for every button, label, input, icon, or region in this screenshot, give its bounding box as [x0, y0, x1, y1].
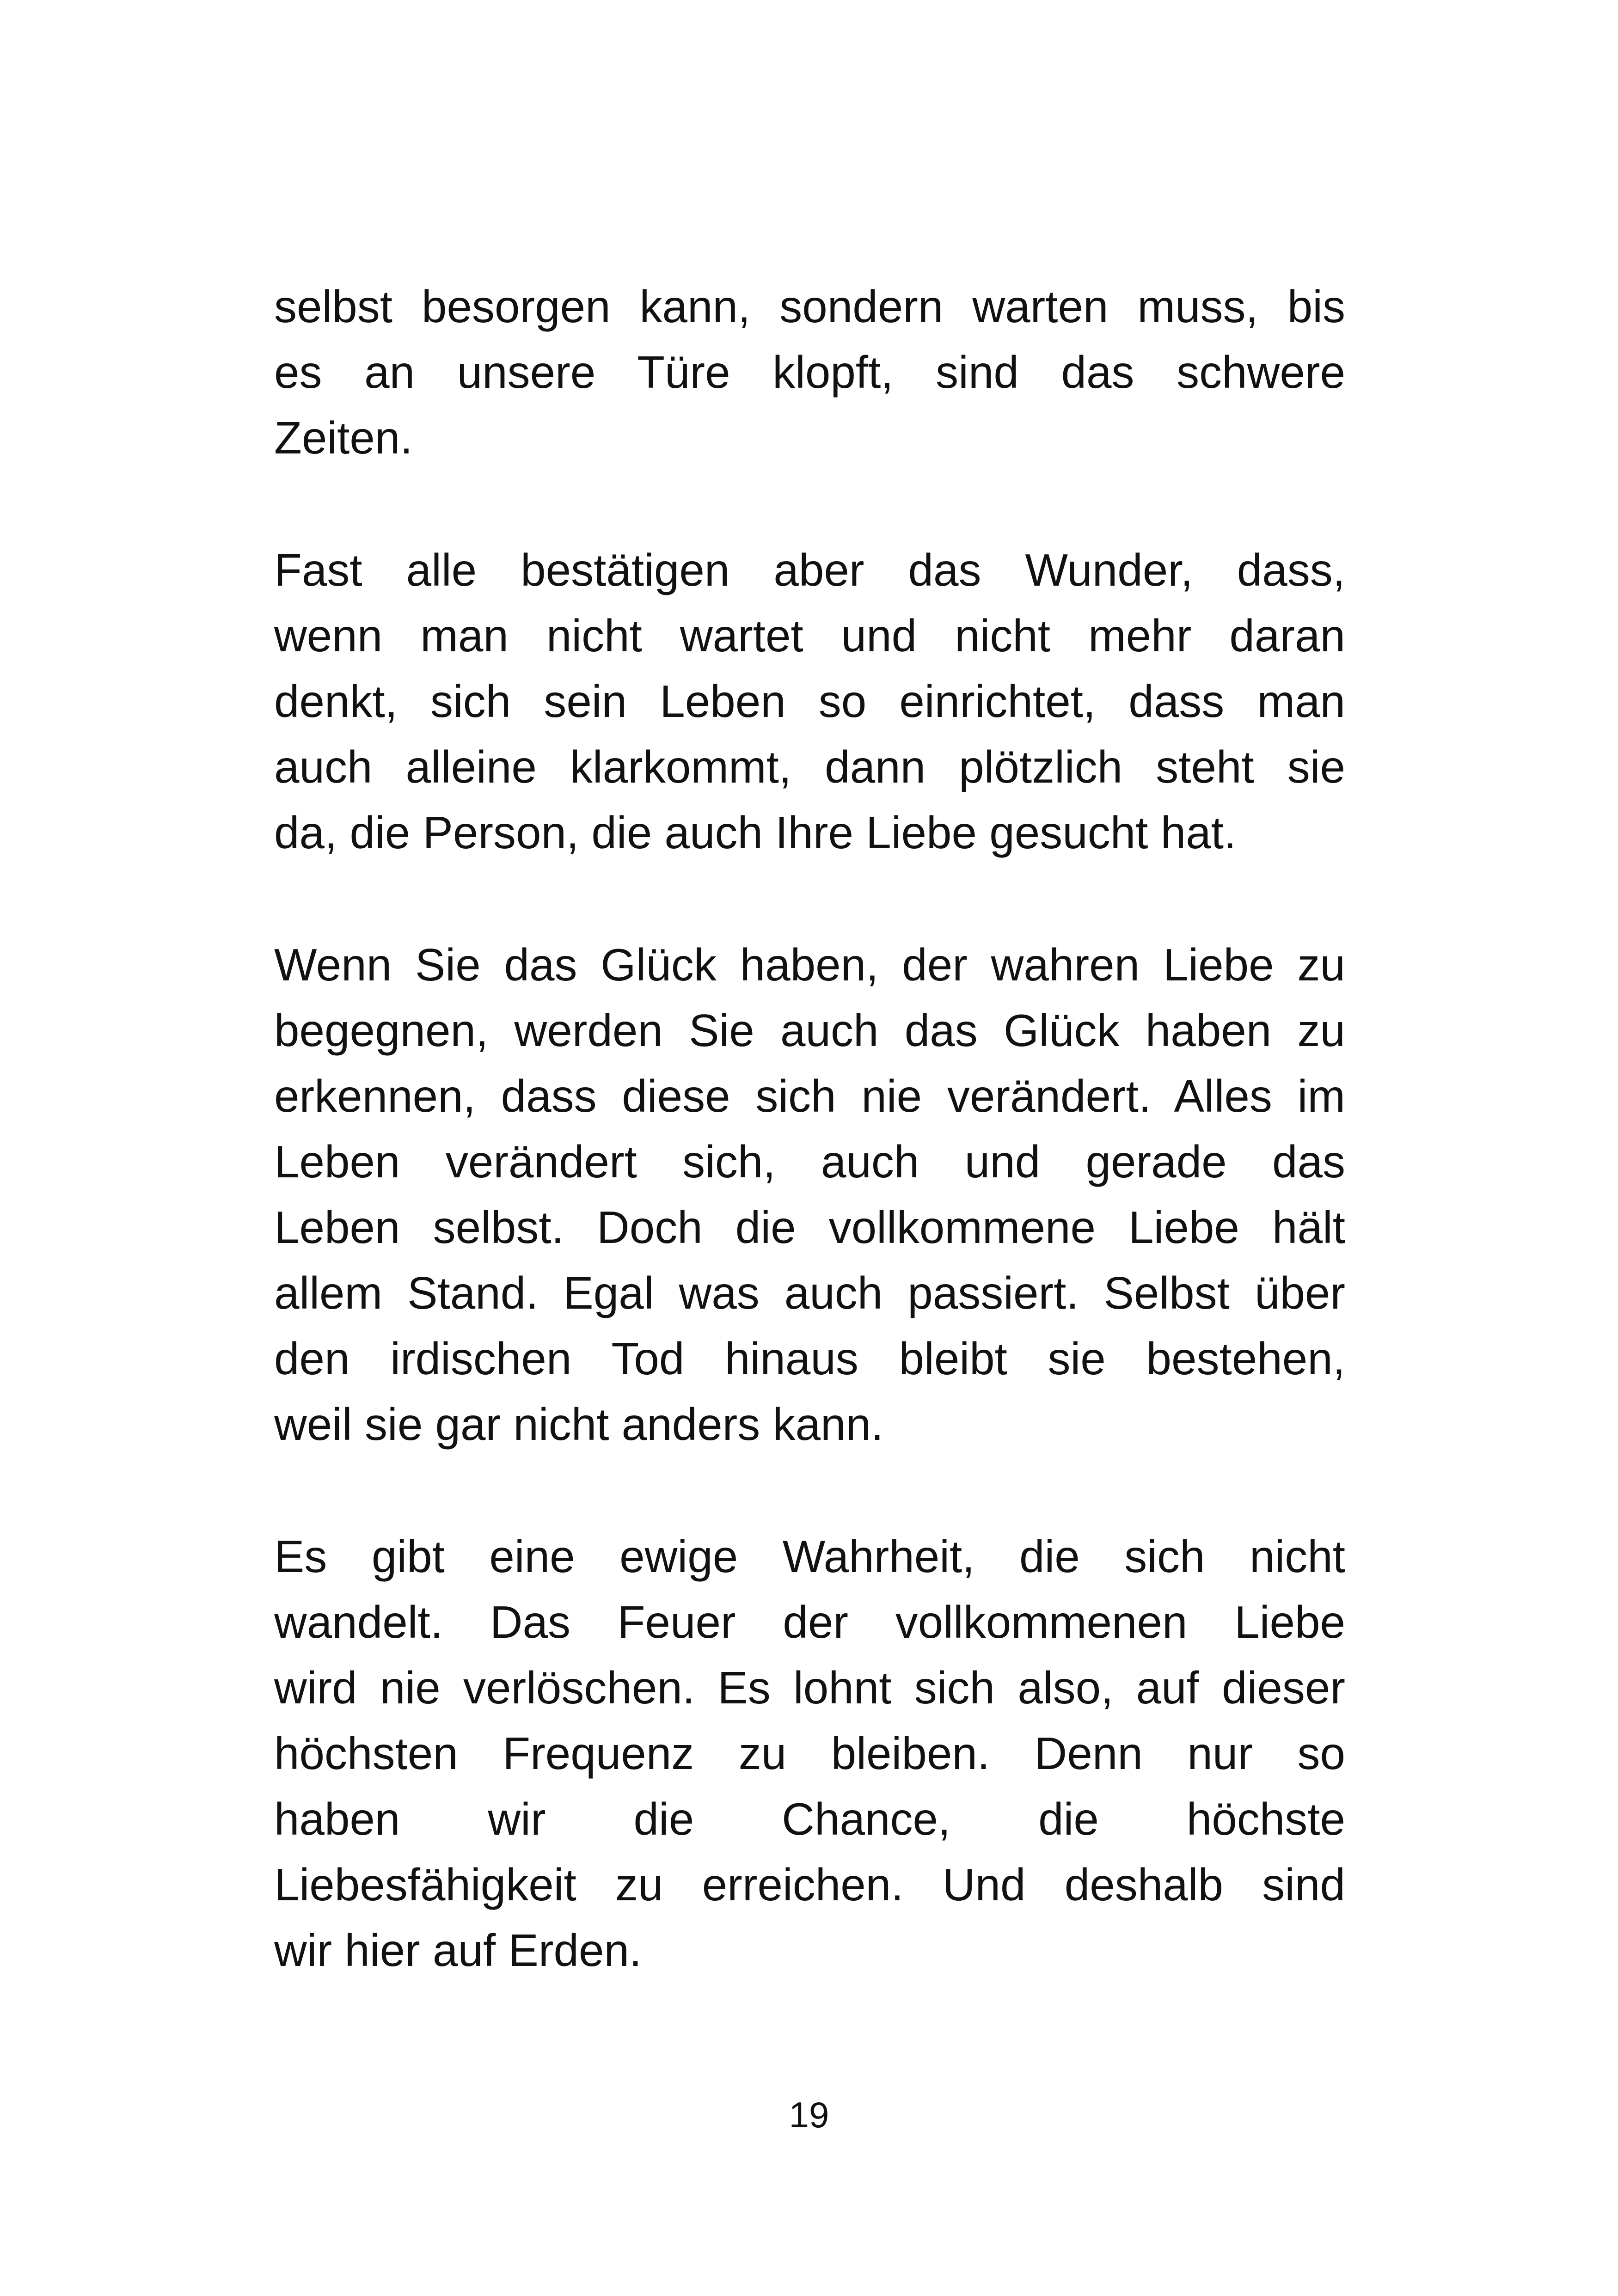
text-line: wird nie verlöschen. Es lohnt sich also, auf dieser [274, 1662, 1345, 1713]
text-line: den irdischen Tod hinaus bleibt sie bestehen, [274, 1333, 1345, 1384]
text-line: es an unsere Türe klopft, sind das schwere [274, 347, 1345, 398]
text-line: begegnen, werden Sie auch das Glück haben zu [274, 1005, 1345, 1056]
text-line: wir hier auf Erden. [274, 1925, 642, 1976]
text-line: selbst besorgen kann, sondern warten muss, bis [274, 281, 1345, 332]
text-line: weil sie gar nicht anders kann. [274, 1399, 884, 1450]
body-text [274, 274, 1345, 2050]
text-line: höchsten Frequenz zu bleiben. Denn nur so [274, 1728, 1345, 1779]
text-line: denkt, sich sein Leben so einrichtet, dass man [274, 676, 1345, 727]
text-line: da, die Person, die auch Ihre Liebe gesucht hat. [274, 807, 1237, 858]
text-line: Leben verändert sich, auch und gerade das [274, 1136, 1345, 1187]
paragraph-1 [274, 274, 1345, 471]
text-line: Zeiten. [274, 412, 413, 463]
text-line: Es gibt eine ewige Wahrheit, die sich nicht [274, 1531, 1345, 1582]
text-line: Wenn Sie das Glück haben, der wahren Liebe zu [274, 939, 1345, 990]
page-number: 19 [789, 2094, 829, 2135]
text-line: Liebesfähigkeit zu erreichen. Und deshalb sind [274, 1859, 1345, 1910]
paragraph-4 [274, 1524, 1345, 1983]
text-line: wandelt. Das Feuer der vollkommenen Liebe [274, 1597, 1345, 1647]
text-line: haben wir die Chance, die höchste [274, 1794, 1345, 1844]
text-line: auch alleine klarkommt, dann plötzlich steht sie [274, 741, 1345, 792]
text-line: allem Stand. Egal was auch passiert. Selbst über [274, 1267, 1345, 1318]
text-line: erkennen, dass diese sich nie verändert. Alles im [274, 1071, 1345, 1121]
text-line: Fast alle bestätigen aber das Wunder, dass, [274, 545, 1345, 595]
text-line: wenn man nicht wartet und nicht mehr daran [274, 610, 1345, 661]
paragraph-3 [274, 932, 1345, 1457]
paragraph-2 [274, 537, 1345, 865]
text-line: Leben selbst. Doch die vollkommene Liebe hält [274, 1202, 1345, 1253]
